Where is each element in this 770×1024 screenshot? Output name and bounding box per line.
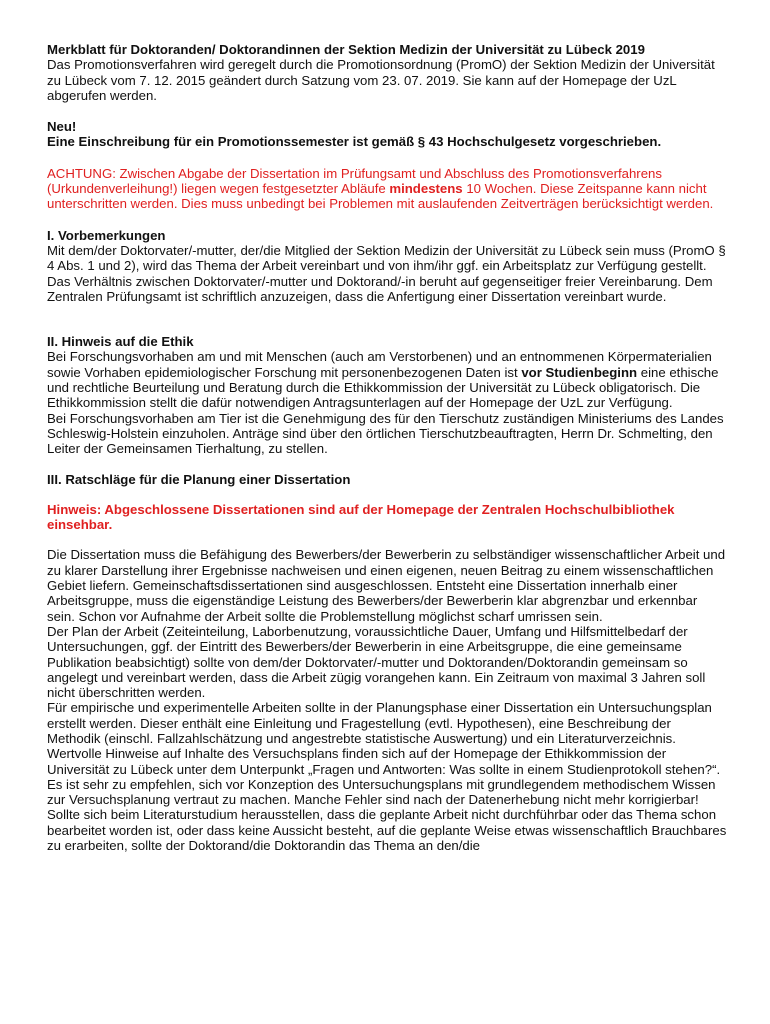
section-3-paragraph-2: Der Plan der Arbeit (Zeiteinteilung, Laborbenutzung, voraussichtliche Dauer, Umfang und Hilfsmittelbedarf der Untersuchungen, ggf. der Eintritt des Bewerbers/der Bewerberin in eine Arbeitsgruppe, die eine gemeinsame Publikation beabsichtigt) sollte von dem/der Doktorvater/-mutter und Doktoranden/Doktorandin gemeinsam so angelegt und vereinbart werden, dass die Arbeit zügig vorangehen kann. Ein Zeitraum von maximal 3 Jahren soll nicht überschritten werden. — [47, 623, 706, 701]
section-3-paragraph-3: Für empirische und experimentelle Arbeiten sollte in der Planungsphase einer Dissertation ein Untersuchungsplan erstellt werden. Dieser enthält eine Einleitung und Fragestellung (evtl. Hypothesen), eine Beschreibung der Methodik (einschl. Fallzahlschätzung und angestrebte statistische Auswertung) und ein Literaturverzeichnis. Wertvolle Hinweise auf Inhalte des Versuchsplans finden sich auf der Homepage der Ethikkommission der Universität zu Lübeck unter dem Unterpunkt „Fragen und Antworten: Was sollte in einem Studienprotokoll stehen?“. — [47, 700, 721, 777]
document-body — [47, 42, 727, 853]
section-2-text-before: Bei Forschungsvorhaben am und mit Menschen (auch am Verstorbenen) und an entnommenen Körpermaterialien sowie Vorhaben epidemiologischer Forschung mit personenbezogenen Daten ist — [47, 349, 712, 380]
section-2-paragraph-2: Bei Forschungsvorhaben am Tier ist die Genehmigung des für den Tierschutz zuständigen Ministeriums des Landes Schleswig-Holstein einzuholen. Anträge sind über den örtlichen Tierschutzbeauftragten, Herrn Dr. Schmelting, den Leiter der Gemeinsamen Tierhaltung, zu stellen. — [47, 410, 724, 457]
intro-paragraph: Das Promotionsverfahren wird geregelt durch die Promotionsordnung (PromO) der Sektion Medizin der Universität zu Lübeck vom 7. 12. 2015 geändert durch Satzung vom 23. 07. 2019. Sie kann auf der Homepage der UzL abgerufen werden. — [47, 57, 715, 103]
section-2-paragraph-1 — [47, 349, 727, 410]
warning-emphasis: mindestens — [389, 181, 463, 197]
section-3-heading: III. Ratschläge für die Planung einer Dissertation — [47, 471, 351, 487]
section-2-heading: II. Hinweis auf die Ethik — [47, 334, 194, 350]
section-3-paragraph-5: Sollte sich beim Literaturstudium herausstellen, dass die geplante Arbeit nicht durchführbar oder das Thema schon bearbeitet worden ist, oder dass keine Aussicht besteht, auf die geplante Weise etwas wissenschaftlich Brauchbares zu erarbeiten, sollte der Doktorand/die Doktorandin das Thema an den/die — [47, 807, 727, 854]
new-notice: Eine Einschreibung für ein Promotionssemester ist gemäß § 43 Hochschulgesetz vorgeschrieben. — [47, 134, 662, 150]
section-1-heading: I. Vorbemerkungen — [47, 227, 166, 243]
section-3-paragraph-1: Die Dissertation muss die Befähigung des Bewerbers/der Bewerberin zu selbständiger wissenschaftlicher Arbeit und zu klarer Darstellung ihrer Ergebnisse nachweisen und einen eigenen, neuen Beitrag zu einem wissenschaftlichen Gebiet liefern. Gemeinschaftsdissertationen sind ausgeschlossen. Entsteht eine Dissertation innerhalb einer Arbeitsgruppe, muss die eigenständige Leistung des Bewerbers/der Bewerberin klar abgrenzbar und erkennbar sein. Schon vor Aufnahme der Arbeit sollte die Problemstellung möglichst scharf umrissen sein. — [47, 547, 726, 624]
section-3-paragraph-4: Es ist sehr zu empfehlen, sich vor Konzeption des Untersuchungsplans mit grundlegendem methodischem Wissen zur Versuchsplanung vertraut zu machen. Manche Fehler sind nach der Datenerhebung nicht mehr korrigierbar! — [47, 776, 716, 808]
new-label: Neu! — [47, 119, 77, 135]
warning-text-before: ACHTUNG: Zwischen Abgabe der Dissertation im Prüfungsamt und Abschluss des Promotionsverfahrens (Urkundenverleihung!) liegen wegen festgesetzter Abläufe — [47, 165, 662, 197]
warning-paragraph — [47, 166, 727, 212]
section-3-hint: Hinweis: Abgeschlossene Dissertationen sind auf der Homepage der Zentralen Hochschulbibliothek einsehbar. — [47, 501, 675, 533]
section-2-emphasis: vor Studienbeginn — [521, 364, 638, 380]
document-title: Merkblatt für Doktoranden/ Doktorandinnen der Sektion Medizin der Universität zu Lübeck 2019 — [47, 42, 645, 57]
section-1-text: Mit dem/der Doktorvater/-mutter, der/die Mitglied der Sektion Medizin der Universität zu Lübeck sein muss (PromO § 4 Abs. 1 und 2), wird das Thema der Arbeit vereinbart und von ihm/ihr ggf. ein Arbeitsplatz zur Verfügung gestellt. Das Verhältnis zwischen Doktorvater/-mutter und Doktorand/-in beruht auf gegenseitiger freier Vereinbarung. Dem Zentralen Prüfungsamt ist schriftlich anzuzeigen, dass die Anfertigung einer Dissertation vereinbart wurde. — [47, 242, 726, 304]
warning-text-after: 10 Wochen. Diese Zeitspanne kann nicht unterschritten werden. Dies muss unbedingt bei Problemen mit auslaufenden Zeitverträgen berücksichtigt werden. — [47, 181, 714, 212]
section-2-text-after: eine ethische und rechtliche Beurteilung und Beratung durch die Ethikkommission der Universität zu Lübeck obligatorisch. Die Ethikkommission stellt die dafür notwendigen Antragsunterlagen auf der Homepage der UzL zur Verfügung. — [47, 364, 719, 411]
